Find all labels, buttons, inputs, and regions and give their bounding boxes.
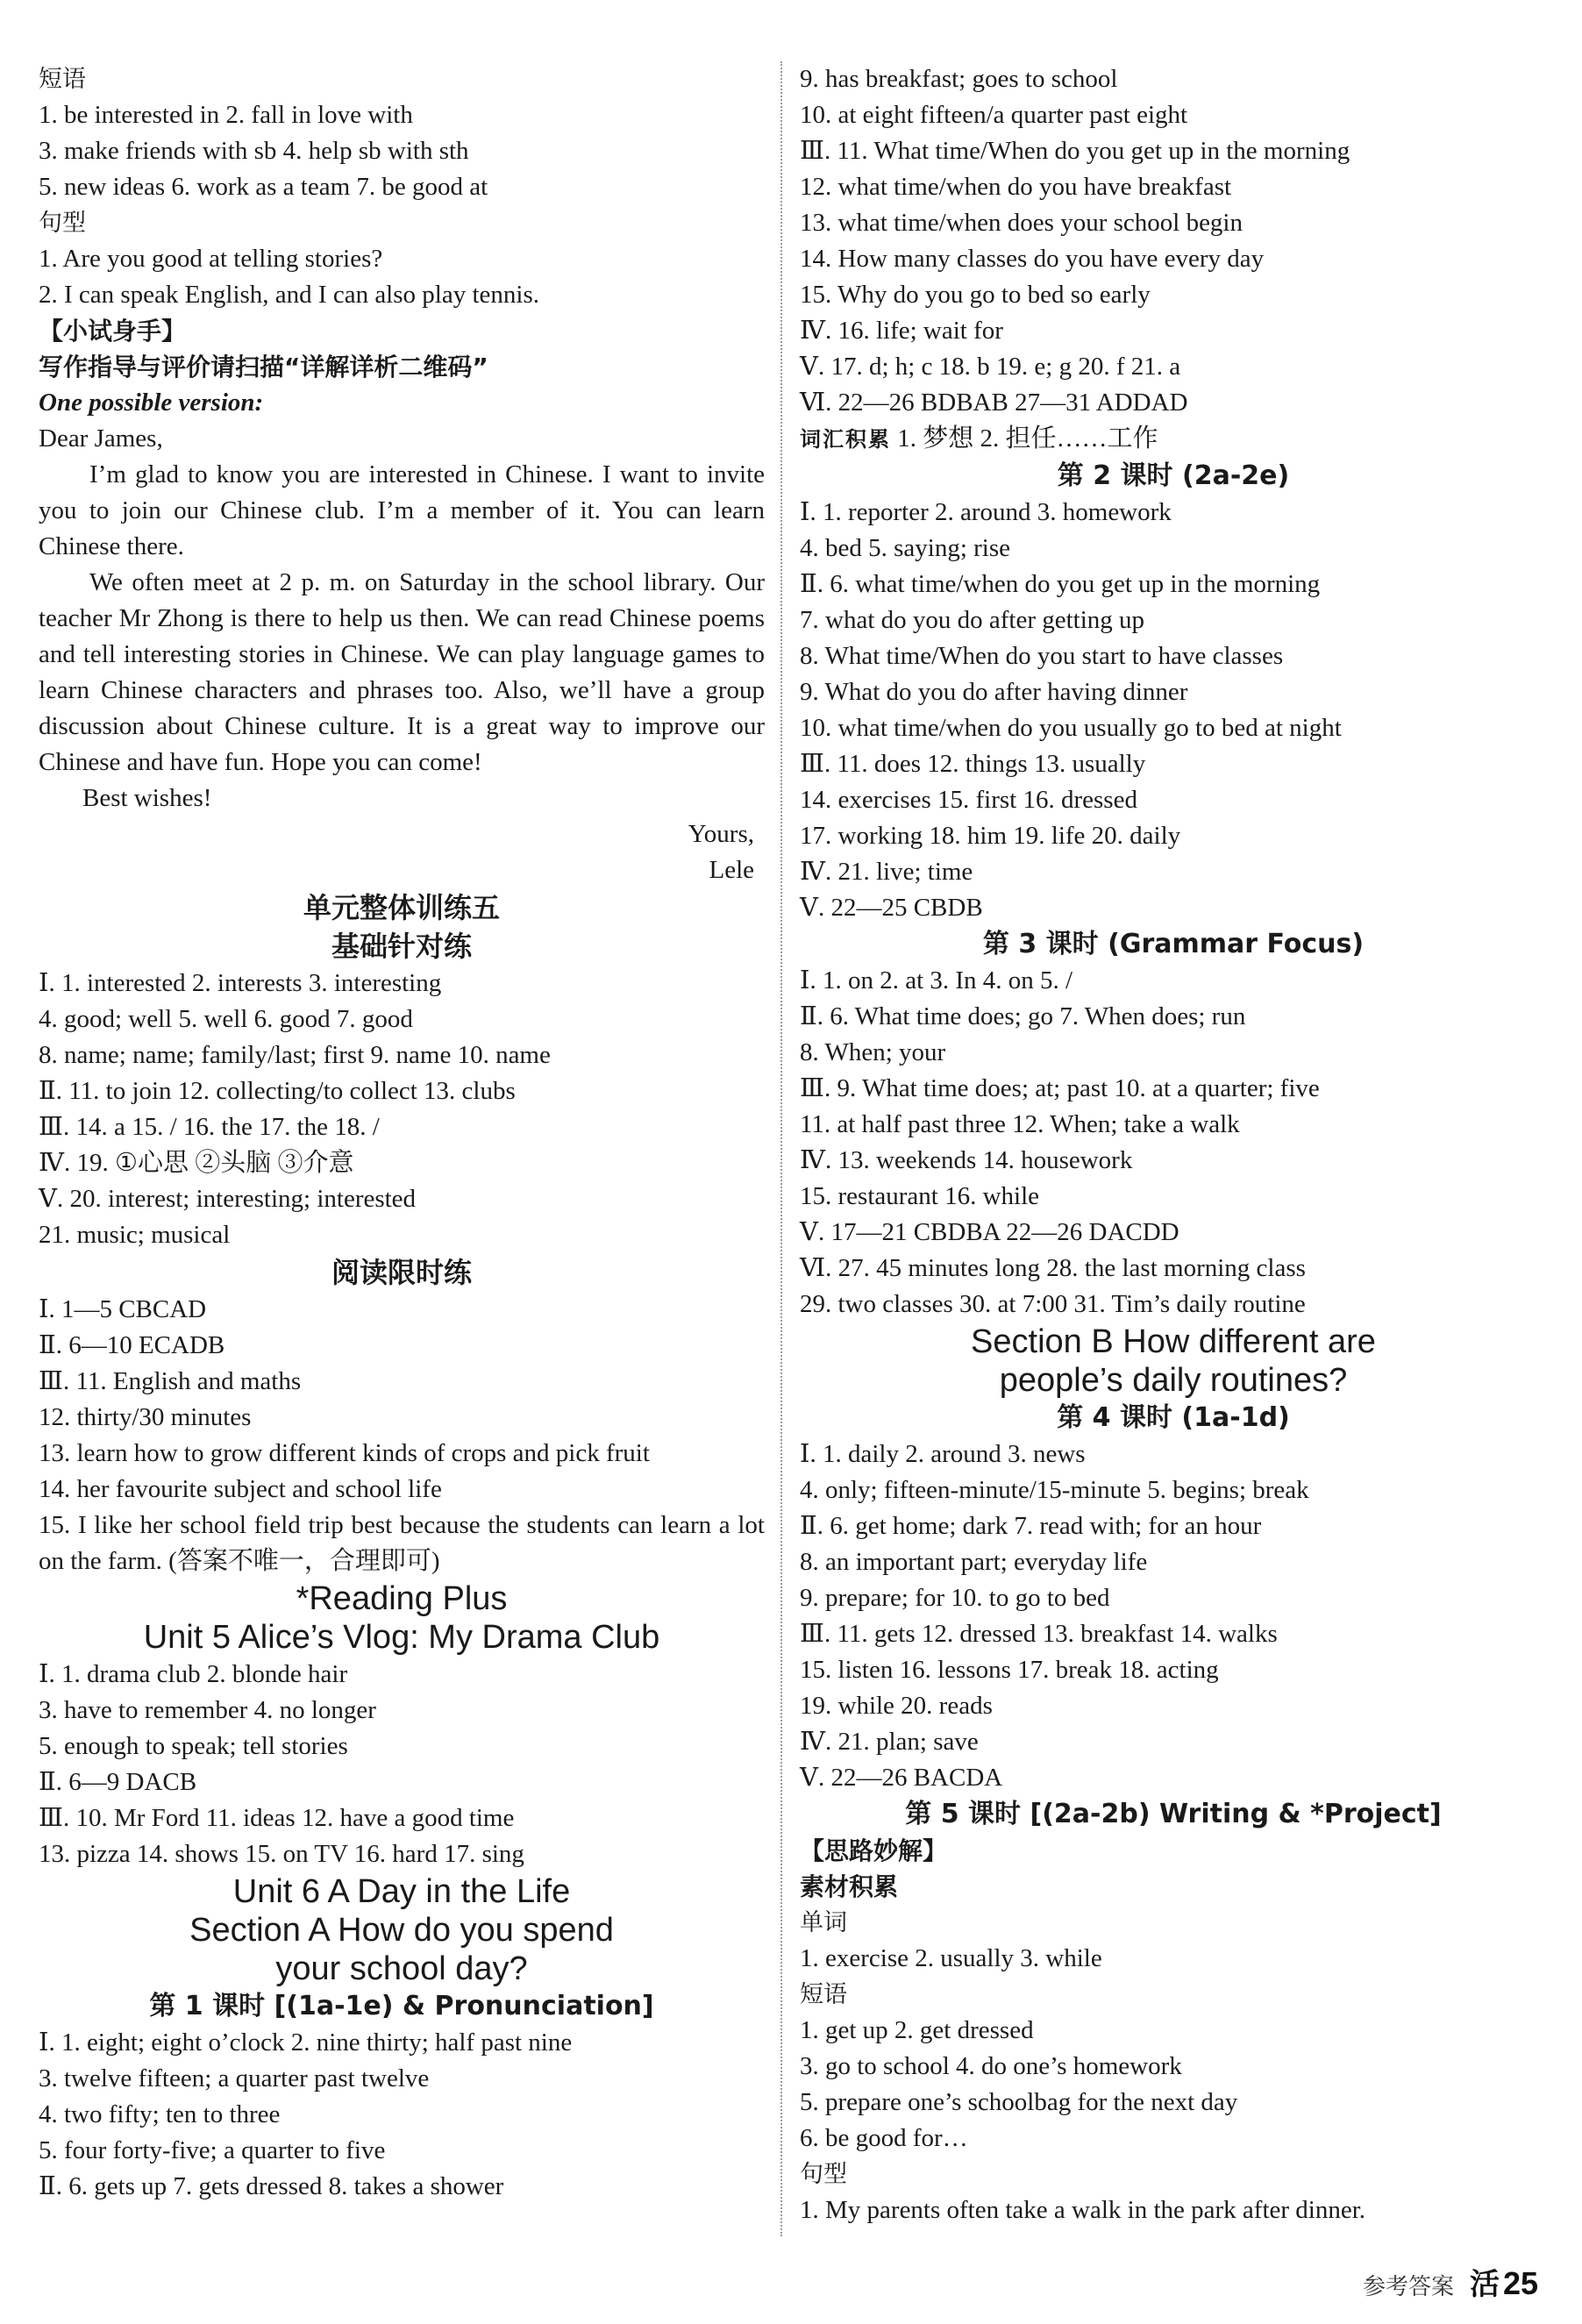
answer-line: 4. good; well 5. well 6. good 7. good <box>39 1005 413 1033</box>
section-heading: 基础针对练 <box>331 930 472 963</box>
answer-line: 1. be interested in 2. fall in love with <box>39 101 413 129</box>
answer-line: 1. Are you good at telling stories? <box>39 245 383 273</box>
answer-line: Ⅴ. 22—25 CBDB <box>800 894 983 922</box>
answer-line: Ⅳ. 21. plan; save <box>800 1728 979 1756</box>
answer-line: 9. has breakfast; goes to school <box>800 65 1118 93</box>
answer-line: 10. what time/when do you usually go to bed at night <box>800 714 1342 742</box>
answer-line: 5. prepare one’s schoolbag for the next day <box>800 2088 1238 2116</box>
answer-line: 3. go to school 4. do one’s homework <box>800 2052 1182 2080</box>
answer-line: 8. What time/When do you start to have classes <box>800 642 1284 670</box>
page-footer <box>1363 2260 1538 2303</box>
answer-line: Ⅲ. 11. does 12. things 13. usually <box>800 750 1146 778</box>
answer-line: Ⅳ. 19. ①心思 ②头脑 ③介意 <box>39 1149 354 1177</box>
answer-line: 3. twelve fifteen; a quarter past twelve <box>39 2064 430 2092</box>
section-label: 句型 <box>800 2161 847 2188</box>
answer-line: 4. two fifty; ten to three <box>39 2100 281 2128</box>
bold-heading: 素材积累 <box>800 1872 899 1901</box>
answer-line: Ⅰ. 1. on 2. at 3. In 4. on 5. / <box>800 966 1073 994</box>
section-label: 短语 <box>800 1981 847 2008</box>
answer-line: 5. new ideas 6. work as a team 7. be good at <box>39 173 488 201</box>
answer-line: 9. prepare; for 10. to go to bed <box>800 1584 1110 1612</box>
answer-line: Ⅰ. 1. drama club 2. blonde hair <box>39 1660 348 1688</box>
vocab-text: 1. 梦想 2. 担任……工作 <box>891 424 1158 453</box>
footer-brand: 活 <box>1469 2267 1500 2302</box>
answer-line: 8. an important part; everyday life <box>800 1548 1148 1576</box>
letter-paragraph: We often meet at 2 p. m. on Saturday in the school library. Our teacher Mr Zhong is there to help us then. We can read Chinese poems and tell interesting stories in Chinese. We can play language games to learn Chinese characters and phrases too. Also, we’ll have a group discussion about Chinese culture. It is a great way to improve our Chinese and have fun. Hope you can come! <box>39 568 765 776</box>
closing-line: Best wishes! <box>82 784 212 812</box>
answer-line: 12. what time/when do you have breakfast <box>800 173 1232 201</box>
answer-line: 5. four forty-five; a quarter to five <box>39 2136 386 2164</box>
answer-line: 14. her favourite subject and school life <box>39 1475 442 1503</box>
answer-line: 15. I like her school field trip best because the students can learn a lot on the farm. (答案不唯一，合理即可) <box>39 1511 765 1575</box>
answer-line: 8. When; your <box>800 1038 946 1066</box>
answer-line: Ⅲ. 11. gets 12. dressed 13. breakfast 14. walks <box>800 1620 1278 1648</box>
unit-heading: *Reading Plus <box>296 1580 508 1617</box>
answer-line: Ⅰ. 1. reporter 2. around 3. homework <box>800 498 1172 526</box>
answer-line: 19. while 20. reads <box>800 1692 993 1720</box>
section-heading: 单元整体训练五 <box>303 891 500 924</box>
answer-line: 3. make friends with sb 4. help sb with sth <box>39 137 469 165</box>
answer-line: Ⅳ. 13. weekends 14. housework <box>800 1146 1133 1174</box>
answer-line: Dear James, <box>39 424 163 453</box>
answer-line: Ⅰ. 1. daily 2. around 3. news <box>800 1440 1086 1468</box>
answer-line: 12. thirty/30 minutes <box>39 1403 252 1431</box>
section-heading: 阅读限时练 <box>331 1256 472 1289</box>
section-label: 单词 <box>800 1909 847 1936</box>
column-divider <box>780 61 782 2236</box>
answer-line: Ⅴ. 17—21 CBDBA 22—26 DACDD <box>800 1218 1179 1246</box>
answer-line: 8. name; name; family/last; first 9. name 10. name <box>39 1041 551 1069</box>
letter-paragraph: I’m glad to know you are interested in Chinese. I want to invite you to join our Chinese club. I’m a member of it. You can learn Chinese there. <box>39 460 765 560</box>
answer-line: Ⅱ. 11. to join 12. collecting/to collect 13. clubs <box>39 1077 516 1105</box>
unit-heading: your school day? <box>275 1950 528 1987</box>
lesson-heading: 第 1 课时 [(1a-1e) & Pronunciation] <box>149 1991 654 2021</box>
answer-line: 1. get up 2. get dressed <box>800 2016 1034 2044</box>
answer-line: 15. restaurant 16. while <box>800 1182 1040 1210</box>
vocab-line <box>800 421 1547 458</box>
answer-line: 9. What do you do after having dinner <box>800 678 1188 706</box>
answer-line: Ⅴ. 22—26 BACDA <box>800 1764 1003 1792</box>
answer-line: 15. Why do you go to bed so early <box>800 281 1151 309</box>
unit-heading: people’s daily routines? <box>999 1362 1348 1399</box>
answer-line: Ⅱ. 6. what time/when do you get up in the morning <box>800 570 1321 598</box>
answer-line: Ⅴ. 17. d; h; c 18. b 19. e; g 20. f 21. a <box>800 353 1181 381</box>
section-label: 短语 <box>39 66 86 93</box>
answer-line: 14. exercises 15. first 16. dressed <box>800 786 1137 814</box>
version-label: One possible version: <box>39 389 264 417</box>
answer-line: Ⅲ. 14. a 15. / 16. the 17. the 18. / <box>39 1113 380 1141</box>
answer-line: 3. have to remember 4. no longer <box>39 1696 376 1724</box>
answer-line: Ⅲ. 10. Mr Ford 11. ideas 12. have a good time <box>39 1804 515 1832</box>
answer-line: 11. at half past three 12. When; take a walk <box>800 1110 1240 1138</box>
answer-line: 29. two classes 30. at 7:00 31. Tim’s daily routine <box>800 1290 1306 1318</box>
unit-heading: Section A How do you spend <box>189 1912 614 1949</box>
answer-line: Ⅳ. 21. live; time <box>800 858 973 886</box>
unit-heading: Unit 5 Alice’s Vlog: My Drama Club <box>143 1619 660 1656</box>
answer-line: Ⅱ. 6. get home; dark 7. read with; for an hour <box>800 1512 1262 1540</box>
section-label: 句型 <box>39 210 86 237</box>
page-number: 25 <box>1502 2265 1538 2301</box>
answer-line: Ⅱ. 6—9 DACB <box>39 1768 197 1796</box>
answer-line: Ⅴ. 20. interest; interesting; interested <box>39 1185 417 1213</box>
answer-line: Ⅰ. 1. interested 2. interests 3. interesting <box>39 969 442 997</box>
right-column <box>800 61 1547 2228</box>
answer-line: Ⅱ. 6—10 ECADB <box>39 1331 225 1359</box>
lesson-heading: 第 4 课时 (1a-1d) <box>1057 1402 1290 1433</box>
answer-line: Ⅱ. 6. gets up 7. gets dressed 8. takes a shower <box>39 2172 504 2200</box>
lesson-heading: 第 2 课时 (2a-2e) <box>1057 460 1290 491</box>
footer-label: 参考答案 <box>1362 2274 1454 2300</box>
answer-line: Ⅵ. 27. 45 minutes long 28. the last morning class <box>800 1254 1306 1282</box>
answer-line: 4. only; fifteen-minute/15-minute 5. begins; break <box>800 1476 1309 1504</box>
answer-line: Ⅱ. 6. What time does; go 7. When does; run <box>800 1002 1246 1030</box>
answer-line: 6. be good for… <box>800 2124 968 2152</box>
lesson-heading: 第 5 课时 [(2a-2b) Writing & *Project] <box>905 1799 1442 1829</box>
answer-line: 1. exercise 2. usually 3. while <box>800 1944 1102 1972</box>
bold-heading: 【思路妙解】 <box>800 1836 948 1865</box>
answer-line: Ⅰ. 1—5 CBCAD <box>39 1295 207 1323</box>
answer-line: 17. working 18. him 19. life 20. daily <box>800 822 1181 850</box>
answer-line: 2. I can speak English, and I can also play tennis. <box>39 281 539 309</box>
answer-line: 1. My parents often take a walk in the park after dinner. <box>800 2196 1366 2224</box>
answer-line: 10. at eight fifteen/a quarter past eight <box>800 101 1188 129</box>
answer-line: 4. bed 5. saying; rise <box>800 534 1011 562</box>
vocab-tag: 词汇积累 <box>800 427 891 452</box>
bold-heading: 写作指导与评价请扫描“详解详析二维码” <box>39 353 488 381</box>
signature-line: Yours, <box>688 820 754 848</box>
answer-line: 13. learn how to grow different kinds of crops and pick fruit <box>39 1439 650 1467</box>
lesson-heading: 第 3 课时 (Grammar Focus) <box>982 929 1365 959</box>
answer-line: Ⅰ. 1. eight; eight o’clock 2. nine thirty; half past nine <box>39 2028 573 2057</box>
answer-line: 13. what time/when does your school begin <box>800 209 1243 237</box>
answer-line: Ⅲ. 11. What time/When do you get up in the morning <box>800 137 1350 165</box>
answer-line: Ⅲ. 9. What time does; at; past 10. at a quarter; five <box>800 1074 1320 1102</box>
answer-line: 7. what do you do after getting up <box>800 606 1145 634</box>
answer-line: 14. How many classes do you have every day <box>800 245 1265 273</box>
answer-line: 5. enough to speak; tell stories <box>39 1732 348 1760</box>
answer-line: Ⅲ. 11. English and maths <box>39 1367 302 1395</box>
left-column <box>39 61 765 2205</box>
answer-line: Ⅵ. 22—26 BDBAB 27—31 ADDAD <box>800 389 1188 417</box>
answer-line: 21. music; musical <box>39 1221 231 1249</box>
bold-heading: 【小试身手】 <box>39 317 187 346</box>
unit-heading: Unit 6 A Day in the Life <box>232 1873 571 1910</box>
signature-line: Lele <box>709 856 754 884</box>
answer-line: Ⅳ. 16. life; wait for <box>800 317 1003 345</box>
answer-line: 15. listen 16. lessons 17. break 18. acting <box>800 1656 1219 1684</box>
unit-heading: Section B How different are <box>971 1323 1376 1360</box>
answer-line: 13. pizza 14. shows 15. on TV 16. hard 17. sing <box>39 1840 524 1868</box>
